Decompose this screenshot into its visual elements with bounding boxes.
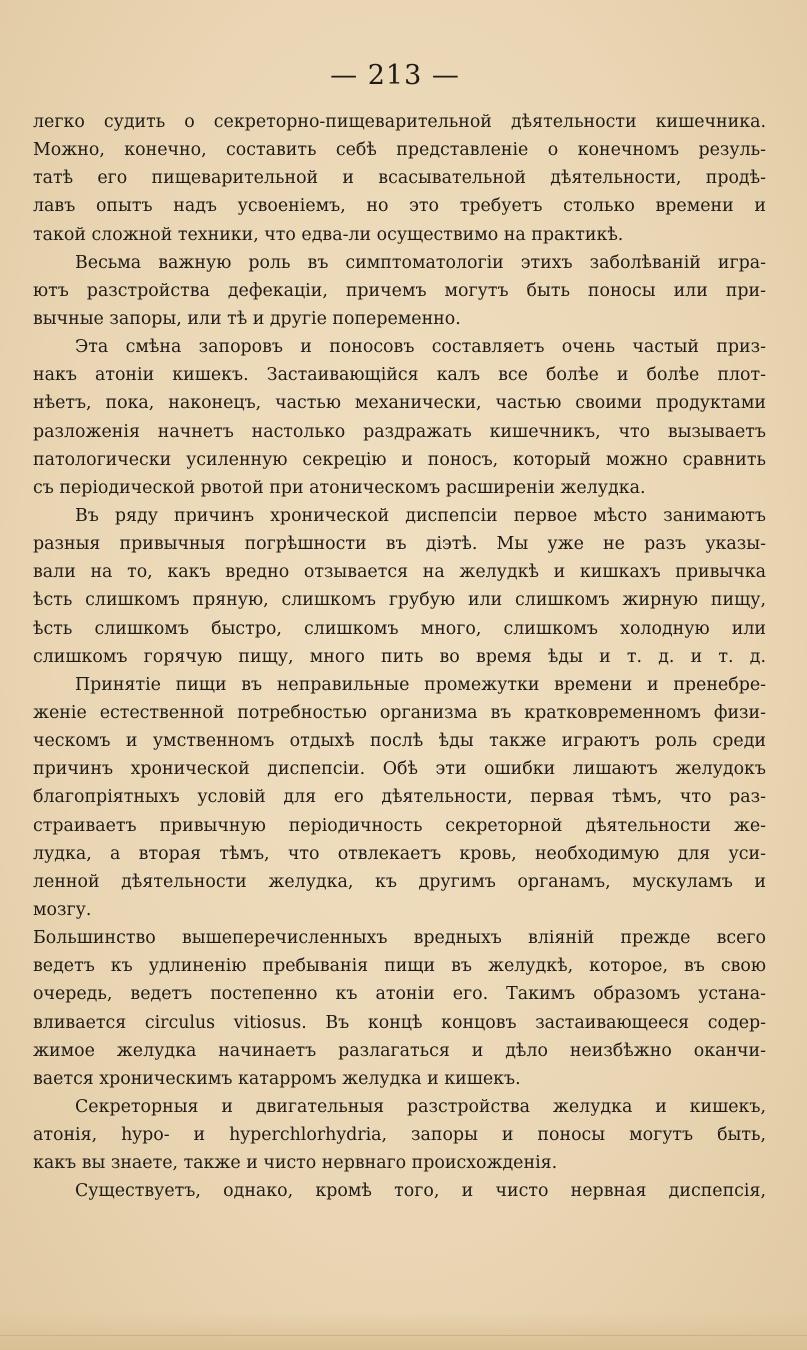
text-line: ведетъ къ удлиненію пребыванія пищи въ желудкѣ, которое, въ свою xyxy=(33,956,766,977)
text-line: мозгу. xyxy=(33,899,92,920)
text-line: Въ ряду причинъ хронической диспепсіи первое мѣсто занимаютъ xyxy=(75,505,766,526)
text-line: нѣетъ, пока, наконецъ, частью механически, частью своими продуктами xyxy=(33,393,766,414)
text-line: жимое желудка начинаетъ разлагаться и дѣло неизбѣжно оканчи- xyxy=(33,1040,766,1061)
text-line: какъ вы знаете, также и чисто нервнаго происхожденія. xyxy=(33,1153,558,1174)
text-line: лудка, а вторая тѣмъ, что отвлекаетъ кровь, необходимую для уси- xyxy=(33,843,766,864)
text-line: ѣсть слишкомъ быстро, слишкомъ много, слишкомъ холодную или xyxy=(33,618,766,639)
text-line: Весьма важную роль въ симптоматологіи этихъ заболѣваній игра- xyxy=(75,252,766,273)
text-line: Можно, конечно, составить себѣ представленіе о конечномъ резуль- xyxy=(33,140,766,161)
text-line: благопріятныхъ условій для его дѣятельности, первая тѣмъ, что раз- xyxy=(33,787,766,808)
text-line: разложенія начнетъ настолько раздражать кишечникъ, что вызываетъ xyxy=(33,421,766,442)
text-line: татѣ его пищеварительной и всасывательной дѣятельности, продѣ- xyxy=(33,168,766,189)
text-line: очередь, ведетъ постепенно къ атоніи его. Такимъ образомъ устана- xyxy=(33,984,766,1005)
text-line: ѣсть слишкомъ пряную, слишкомъ грубую или слишкомъ жирную пищу, xyxy=(33,590,766,611)
text-line: патологически усиленную секрецію и поносъ, который можно сравнить xyxy=(33,449,766,470)
text-line: вычные запоры, или тѣ и другіе попеременно. xyxy=(33,308,461,329)
text-line: накъ атоніи кишекъ. Застаивающійся калъ все болѣе и болѣе плот- xyxy=(33,365,766,386)
text-line: Принятіе пищи въ неправильные промежутки времени и пренебре- xyxy=(75,674,766,695)
text-line: атонія, hypo- и hyperchlorhydria, запоры и поносы могутъ быть, xyxy=(33,1125,766,1146)
page-bottom-edge xyxy=(0,1312,807,1350)
text-line: разныя привычныя погрѣшности въ діэтѣ. Мы уже не разъ указы- xyxy=(33,534,766,555)
text-line: ленной дѣятельности желудка, къ другимъ органамъ, мускуламъ и xyxy=(33,871,766,892)
text-line: такой сложной техники, что едва-ли осуществимо на практикѣ. xyxy=(33,224,624,245)
text-line: вали на то, какъ вредно отзывается на желудкѣ и кишкахъ привычка xyxy=(33,562,766,583)
text-line: слишкомъ горячую пищу, много пить во время ѣды и т. д. и т. д. xyxy=(33,646,766,667)
text-line: лавъ опытъ надъ усвоеніемъ, но это требуетъ столько времени и xyxy=(33,196,766,217)
text-line: Существуетъ, однако, кромѣ того, и чисто нервная диспепсія, xyxy=(75,1181,766,1202)
text-line: ютъ разстройства дефекаціи, причемъ могутъ быть поносы или при- xyxy=(33,280,766,301)
text-line: легко судить о секреторно-пищеварительной дѣятельности кишечника. xyxy=(33,112,766,132)
text-line: страиваетъ привычную періодичность секреторной дѣятельности же- xyxy=(33,815,766,836)
page-number: — 213 — xyxy=(330,60,460,91)
text-line: женіе естественной потребностью организма въ кратковременномъ физи- xyxy=(33,702,766,723)
text-line: причинъ хронической диспепсіи. Обѣ эти ошибки лишаютъ желудокъ xyxy=(33,759,766,780)
text-line: съ періодической рвотой при атоническомъ расширеніи желудка. xyxy=(33,477,646,498)
text-line: вливается circulus vitiosus. Въ концѣ концовъ застаивающееся содер- xyxy=(33,1012,766,1033)
text-line: вается хроническимъ катарромъ желудка и кишекъ. xyxy=(33,1068,521,1089)
text-line: Секреторныя и двигательныя разстройства желудка и кишекъ, xyxy=(75,1096,766,1117)
text-line: Большинство вышеперечисленныхъ вредныхъ вліяній прежде всего xyxy=(33,928,766,949)
text-line: ческомъ и умственномъ отдыхѣ послѣ ѣды также играютъ роль среди xyxy=(33,731,766,752)
body-text xyxy=(33,108,766,1205)
text-line: Эта смѣна запоровъ и поносовъ составляетъ очень частый приз- xyxy=(75,337,766,358)
